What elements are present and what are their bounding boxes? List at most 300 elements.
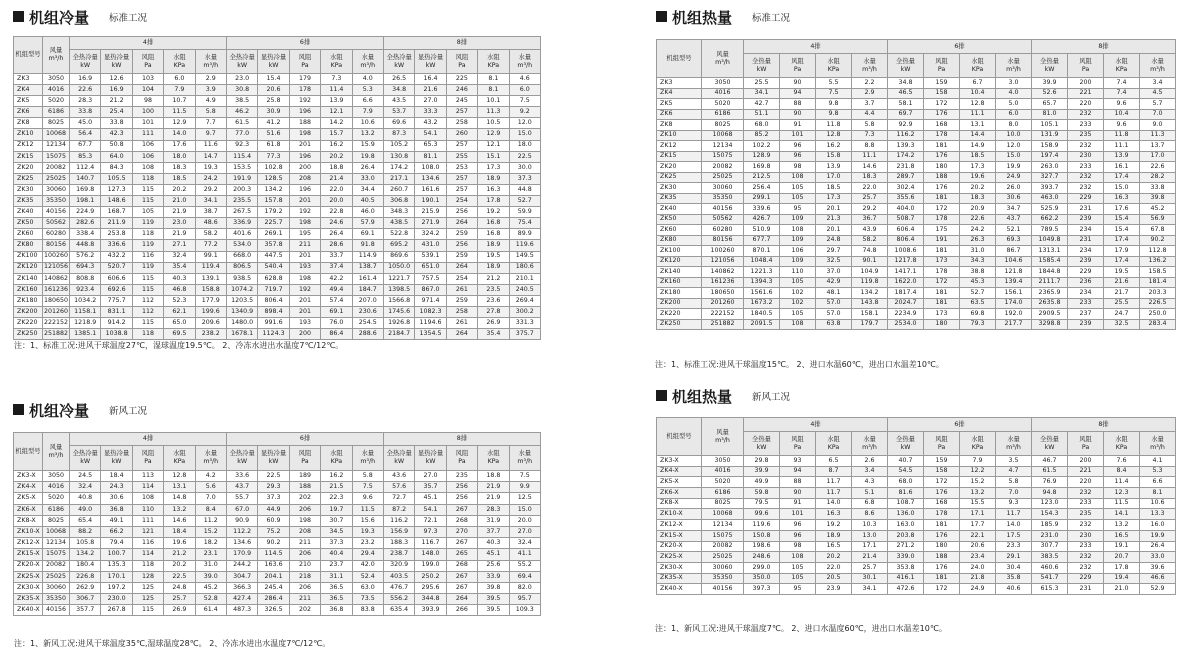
column-header [226,50,257,74]
column-header [321,446,352,471]
value-cell: 21.9 [164,229,195,240]
value-cell: 97.3 [415,526,446,537]
value-cell: 267 [446,538,477,549]
header-unit: KPa [1115,443,1128,451]
value-cell: 21.9 [478,493,509,504]
value-cell: 326.5 [258,605,289,616]
airflow-cell: 15075 [43,151,70,162]
value-cell: 33.8 [101,118,132,129]
value-cell: 22.6 [960,214,996,225]
value-cell: 211 [289,594,320,605]
header-label: 全热冷量 [386,450,412,458]
value-cell: 7.4 [1104,78,1140,89]
value-cell: 350.0 [744,573,780,584]
value-cell: 5.6 [195,482,226,493]
value-cell: 37.7 [478,526,509,537]
column-header [70,50,101,74]
value-cell: 2184.7 [383,329,414,340]
value-cell: 231.8 [888,162,924,173]
value-cell: 23.0 [164,218,195,229]
table-row [657,99,1176,110]
value-cell: 393.9 [415,605,446,616]
model-cell: ZK12 [14,140,43,151]
value-cell: 806.4 [258,295,289,306]
value-cell: 271.9 [415,218,446,229]
value-cell: 35.4 [478,329,509,340]
table-row [657,319,1176,330]
value-cell: 19.5 [478,251,509,262]
table-row [657,235,1176,246]
value-cell: 115 [132,196,163,207]
value-cell: 26.4 [352,162,383,173]
value-cell: 77.0 [226,129,257,140]
value-cell: 175 [924,225,960,236]
model-cell: ZK200 [657,298,702,309]
value-cell: 1561.6 [744,288,780,299]
value-cell: 179.7 [852,319,888,330]
value-cell: 21.9 [164,207,195,218]
value-cell: 15.1 [478,151,509,162]
value-cell: 12.1 [321,107,352,118]
value-cell: 193 [289,318,320,329]
value-cell: 18.2 [195,538,226,549]
value-cell: 139.3 [888,141,924,152]
value-cell: 174.0 [996,298,1032,309]
value-cell: 198.1 [70,196,101,207]
column-header [132,50,163,74]
value-cell: 20.2 [164,560,195,571]
table-row [14,85,541,96]
value-cell: 4.0 [996,88,1032,99]
value-cell: 1158.1 [70,306,101,317]
model-cell: ZK30 [14,184,43,195]
value-cell: 1074.2 [226,284,257,295]
value-cell: 105 [780,309,816,320]
header-label: 显热冷量 [417,53,444,61]
value-cell: 158.5 [1140,267,1176,278]
value-cell: 232 [1068,552,1104,563]
airflow-cell: 20082 [43,162,70,173]
value-cell: 22.1 [960,530,996,541]
column-header [1032,54,1068,78]
table-row [657,573,1176,584]
airflow-cell: 3050 [43,74,70,85]
value-cell: 16.2 [816,141,852,152]
table-row [657,530,1176,541]
value-cell: 61.5 [226,118,257,129]
value-cell: 95.7 [509,594,540,605]
value-cell: 7.9 [164,85,195,96]
value-cell: 88.2 [70,526,101,537]
table-row [14,515,541,526]
value-cell: 18.3 [960,193,996,204]
value-cell: 63.5 [960,298,996,309]
value-cell: 173 [924,309,960,320]
value-cell: 121.8 [996,267,1032,278]
value-cell: 21.3 [816,214,852,225]
value-cell: 42.0 [352,560,383,571]
value-cell: 200 [1068,456,1104,467]
airflow-cell: 6186 [702,109,744,120]
table-row [657,277,1176,288]
value-cell: 245 [446,96,477,107]
column-header [1104,54,1140,78]
value-cell: 119.8 [852,277,888,288]
value-cell: 200.3 [226,184,257,195]
value-cell: 45.2 [1140,204,1176,215]
value-cell: 256 [446,493,477,504]
header-unit: Pa [937,443,946,451]
group-header: 6排 [226,37,383,50]
value-cell: 58.1 [888,99,924,110]
value-cell: 15.4 [258,74,289,85]
table-row [657,309,1176,320]
value-cell: 181 [924,520,960,531]
value-cell: 6.8 [852,498,888,509]
value-cell: 7.4 [1104,88,1140,99]
value-cell: 68.0 [888,477,924,488]
value-cell: 102.2 [744,141,780,152]
value-cell: 201 [289,196,320,207]
value-cell: 158.1 [852,309,888,320]
airflow-cell: 8025 [43,515,70,526]
value-cell: 105 [132,207,163,218]
value-cell: 233 [1068,162,1104,173]
value-cell: 21.2 [164,549,195,560]
value-cell: 139.1 [195,273,226,284]
value-cell: 34.1 [195,196,226,207]
value-cell: 27.0 [415,471,446,482]
panel-title: 机组冷量 [29,402,90,420]
value-cell: 39.5 [478,605,509,616]
header-label: 水量 [518,53,532,61]
value-cell: 17.0 [816,172,852,183]
value-cell: 42.3 [101,129,132,140]
value-cell: 79.5 [744,498,780,509]
model-cell: ZK25 [14,173,43,184]
value-cell: 208 [289,526,320,537]
value-cell: 115 [132,184,163,195]
model-cell: ZK160 [14,284,43,295]
value-cell: 11.1 [960,109,996,120]
value-cell: 36.5 [321,582,352,593]
value-cell: 16.2 [321,140,352,151]
value-cell: 159 [924,456,960,467]
header-row-units [14,446,541,471]
value-cell: 338.4 [70,229,101,240]
header-unit: m³/h [1150,443,1165,451]
header-label: 风阻 [298,450,312,458]
value-cell: 35.8 [996,573,1032,584]
value-cell: 44.8 [509,184,540,195]
header-unit: kW [80,458,91,465]
value-cell: 31.0 [195,560,226,571]
value-cell: 127.3 [101,184,132,195]
value-cell: 202 [289,493,320,504]
value-cell: 54.1 [415,504,446,515]
value-cell: 26.4 [1140,541,1176,552]
model-cell: ZK120 [14,262,43,273]
value-cell: 201 [289,295,320,306]
table-row [14,207,541,218]
airflow-cell: 180650 [702,288,744,299]
value-cell: 22.5 [258,471,289,482]
value-cell: 258 [446,118,477,129]
table-row [657,509,1176,520]
value-cell: 192 [289,207,320,218]
value-cell: 339.0 [888,552,924,563]
value-cell: 257 [446,140,477,151]
value-cell: 1394.3 [744,277,780,288]
model-cell: ZK10 [14,129,43,140]
value-cell: 231.0 [1032,530,1068,541]
value-cell: 4.4 [852,109,888,120]
value-cell: 28.2 [1140,172,1176,183]
value-cell: 115 [132,605,163,616]
value-cell: 27.0 [509,526,540,537]
value-cell: 19.6 [164,538,195,549]
model-cell: ZK250 [14,329,43,340]
airflow-cell: 35350 [43,594,70,605]
value-cell: 1082.3 [415,306,446,317]
value-cell: 15.4 [1104,225,1140,236]
value-cell: 239 [1068,214,1104,225]
value-cell: 128.5 [258,173,289,184]
value-cell: 20.6 [960,541,996,552]
value-cell: 6.0 [164,74,195,85]
value-cell: 102.8 [258,162,289,173]
value-cell: 26.3 [960,235,996,246]
data-table [13,432,541,616]
model-cell: ZK40-X [657,584,702,595]
value-cell: 23.3 [996,541,1032,552]
value-cell: 300.2 [509,306,540,317]
value-cell: 112.8 [1140,246,1176,257]
column-header [509,446,540,471]
model-cell: ZK15 [14,151,43,162]
group-header: 6排 [226,433,383,446]
value-cell: 14.6 [852,162,888,173]
header-label: 显热冷量 [103,450,130,458]
value-cell: 24.5 [70,471,101,482]
value-cell: 438.5 [383,218,414,229]
value-cell: 26.0 [996,183,1032,194]
airflow-cell: 20082 [702,541,744,552]
value-cell: 11.4 [321,85,352,96]
value-cell: 198.6 [744,541,780,552]
value-cell: 114 [132,482,163,493]
airflow-cell: 6186 [43,107,70,118]
value-cell: 1049.8 [1032,235,1068,246]
value-cell: 520.7 [101,262,132,273]
value-cell: 348.3 [383,207,414,218]
value-cell: 404.0 [888,204,924,215]
value-cell: 37.4 [321,262,352,273]
value-cell: 393.7 [1032,183,1068,194]
table-row [14,96,541,107]
value-cell: 5.8 [996,477,1032,488]
column-header [888,432,924,456]
value-cell: 178 [924,214,960,225]
value-cell: 5.0 [996,99,1032,110]
header-label: 水量 [518,450,532,458]
table-row [14,549,541,560]
header-row-groups [14,433,541,446]
value-cell: 115.4 [226,151,257,162]
model-cell: ZK12-X [657,520,702,531]
value-cell: 69.3 [996,235,1032,246]
value-cell: 534.0 [226,240,257,251]
value-cell: 3298.8 [1032,319,1068,330]
value-cell: 34.3 [960,256,996,267]
header-label: 水阻 [173,450,186,458]
airflow-cell: 12134 [43,538,70,549]
value-cell: 185.9 [1032,520,1068,531]
value-cell: 11.5 [164,107,195,118]
value-cell: 17.3 [816,193,852,204]
value-cell: 5.1 [852,488,888,499]
value-cell: 65.4 [70,515,101,526]
model-cell: ZK5 [657,99,702,110]
value-cell: 17.7 [960,520,996,531]
value-cell: 250.2 [415,571,446,582]
value-cell: 246 [446,85,477,96]
column-header [446,50,477,74]
value-cell: 9.8 [816,99,852,110]
airflow-cell: 60280 [702,225,744,236]
table-row [14,471,541,482]
value-cell: 254 [446,196,477,207]
value-cell: 196 [289,107,320,118]
value-cell: 65.7 [1032,99,1068,110]
value-cell: 239 [1068,319,1104,330]
value-cell: 9.6 [1104,99,1140,110]
header-label: 水阻 [827,57,840,65]
value-cell: 23.6 [478,295,509,306]
model-cell: ZK12 [657,141,702,152]
column-header-airflow [702,40,744,78]
value-cell: 17.8 [478,196,509,207]
value-cell: 105.2 [383,140,414,151]
value-cell: 12.3 [1104,488,1140,499]
value-cell: 10.5 [478,118,509,129]
value-cell: 2024.7 [888,298,924,309]
value-cell: 302.4 [888,183,924,194]
value-cell: 20.6 [258,85,289,96]
header-unit: m³/h [203,61,219,69]
value-cell: 90.2 [1140,235,1176,246]
value-cell: 540.4 [258,262,289,273]
value-cell: 101 [132,118,163,129]
header-unit: kW [1044,443,1055,451]
value-cell: 212.5 [744,172,780,183]
header-unit: kW [111,61,122,69]
airflow-cell: 3050 [702,78,744,89]
value-cell: 108 [780,552,816,563]
airflow-cell: 25025 [43,571,70,582]
value-cell: 6.5 [816,456,852,467]
value-cell: 289.7 [888,172,924,183]
value-cell: 197.2 [101,582,132,593]
value-cell: 116 [132,538,163,549]
airflow-cell: 10068 [43,526,70,537]
value-cell: 46.8 [164,284,195,295]
value-cell: 2234.9 [888,309,924,320]
value-cell: 52.7 [509,196,540,207]
group-header: 4排 [70,433,227,446]
header-label: 全热冷量 [72,53,98,61]
value-cell: 20.1 [816,204,852,215]
model-cell: ZK8-X [657,498,702,509]
value-cell: 487.3 [226,605,257,616]
value-cell: 43.6 [383,471,414,482]
value-cell: 11.3 [478,107,509,118]
value-cell: 63.0 [352,582,383,593]
value-cell: 401.6 [226,229,257,240]
value-cell: 192 [289,284,320,295]
value-cell: 19.3 [352,526,383,537]
value-cell: 37.3 [321,538,352,549]
value-cell: 22.0 [852,183,888,194]
model-cell: ZK35-X [657,573,702,584]
header-unit: KPa [971,65,984,73]
value-cell: 383.5 [1032,552,1068,563]
model-cell: ZK30 [657,183,702,194]
value-cell: 19.2 [816,520,852,531]
value-cell: 112 [132,306,163,317]
value-cell: 13.2 [960,488,996,499]
value-cell: 1340.9 [226,306,257,317]
value-cell: 18.4 [101,471,132,482]
header-unit: m³/h [517,458,533,465]
value-cell: 36.8 [321,605,352,616]
value-cell: 163.6 [258,560,289,571]
value-cell: 22.3 [321,493,352,504]
footnote: 注：1、新风工况:进风干球温度7℃。 2、进口水温度60℃，进出口水温差10℃。 [655,624,947,633]
value-cell: 178 [924,130,960,141]
value-cell: 45.1 [415,493,446,504]
column-header [924,432,960,456]
value-cell: 118 [132,173,163,184]
value-cell: 11.4 [1104,477,1140,488]
value-cell: 184.7 [352,284,383,295]
header-row-groups [657,418,1176,432]
column-header [289,50,320,74]
value-cell: 234 [1068,246,1104,257]
table-row [657,466,1176,477]
value-cell: 539.1 [415,251,446,262]
value-cell: 94 [780,88,816,99]
value-cell: 12.9 [478,129,509,140]
value-cell: 105.8 [70,538,101,549]
value-cell: 115 [132,318,163,329]
header-label: 水阻 [487,450,500,458]
value-cell: 83.8 [352,605,383,616]
model-cell: ZK40 [657,204,702,215]
model-cell: ZK4-X [657,466,702,477]
value-cell: 16.5 [816,541,852,552]
table-row [14,140,541,151]
model-cell: ZK4 [14,85,43,96]
value-cell: 52.4 [352,571,383,582]
value-cell: 355.6 [888,193,924,204]
value-cell: 628.8 [258,273,289,284]
value-cell: 154.3 [1032,509,1068,520]
value-cell: 10.1 [478,96,509,107]
value-cell: 49.1 [101,515,132,526]
column-header [258,50,289,74]
value-cell: 304.7 [226,571,257,582]
